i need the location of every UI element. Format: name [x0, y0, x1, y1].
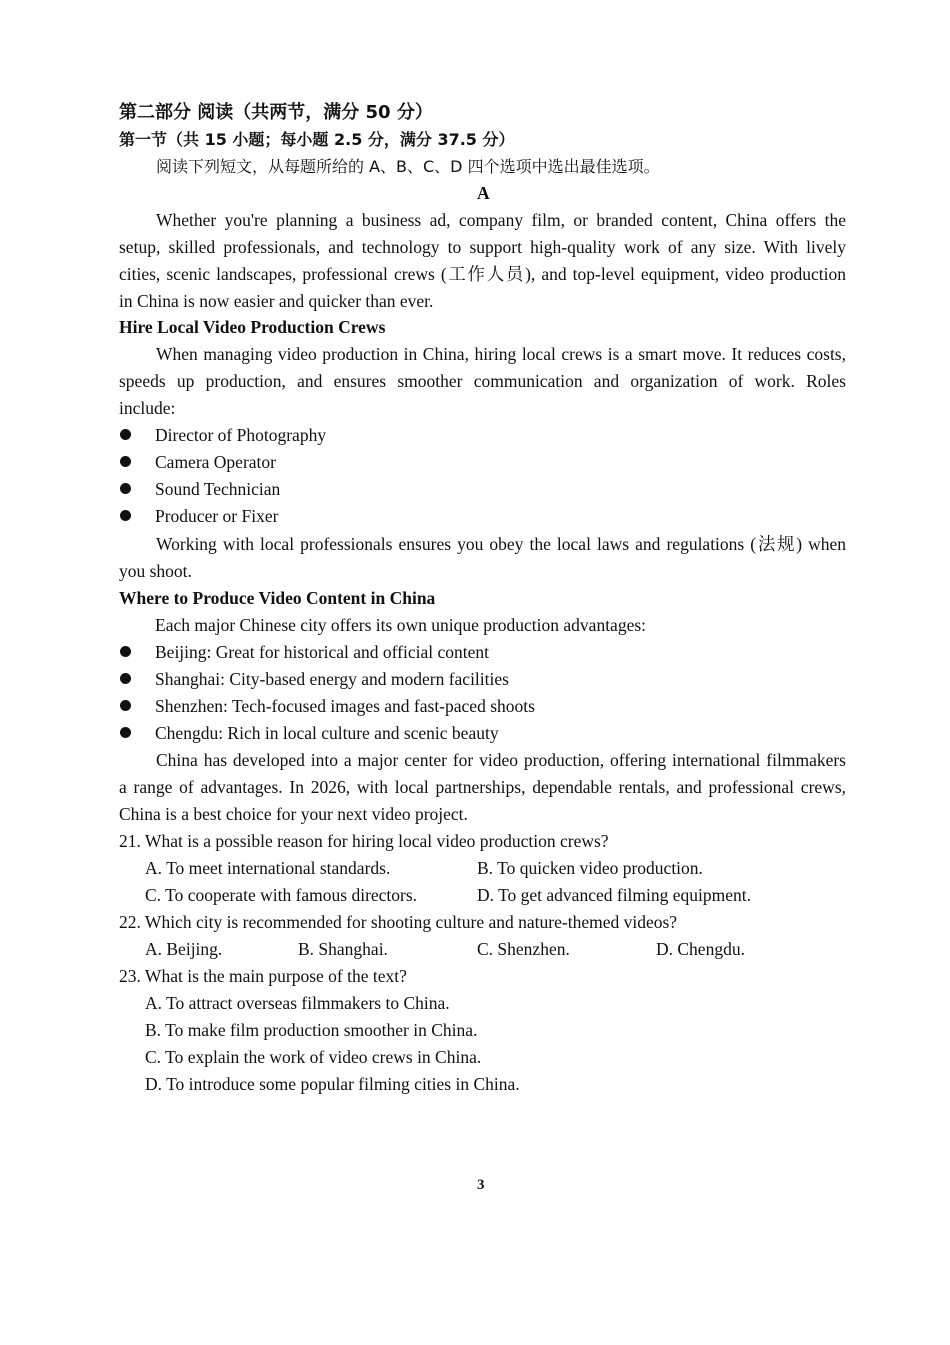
question-option[interactable]: B. Shanghai.	[298, 939, 388, 959]
question-option[interactable]: A. To attract overseas filmmakers to China.	[145, 993, 450, 1013]
city-item: Shenzhen: Tech-focused images and fast-paced shoots	[155, 696, 535, 716]
bullet-icon	[120, 510, 131, 521]
section1-after-line-1: Working with local professionals ensures you obey the local laws and regulations (法规) when	[156, 534, 846, 554]
question-stem: 23. What is the main purpose of the text?	[119, 966, 407, 986]
question-stem: 22. Which city is recommended for shooting culture and nature-themed videos?	[119, 912, 678, 932]
section1-line-1: When managing video production in China, hiring local crews is a smart move. It reduces costs,	[156, 344, 846, 364]
role-item: Camera Operator	[155, 452, 276, 472]
role-item: Producer or Fixer	[155, 506, 279, 526]
intro-line-3: cities, scenic landscapes, professional crews (工作人员), and top-level equipment, video production	[119, 264, 846, 284]
bullet-icon	[120, 727, 131, 738]
question-option[interactable]: B. To quicken video production.	[477, 858, 703, 878]
question-option[interactable]: C. To cooperate with famous directors.	[145, 885, 418, 905]
intro-line-4: in China is now easier and quicker than ever.	[119, 291, 434, 311]
question-option[interactable]: D. To get advanced filming equipment.	[477, 885, 752, 905]
intro-line-2: setup, skilled professionals, and technology to support high-quality work of any size. With lively	[119, 237, 846, 257]
role-item: Sound Technician	[155, 479, 281, 499]
section1-title: Hire Local Video Production Crews	[119, 317, 386, 337]
closing-line-1: China has developed into a major center for video production, offering international filmmakers	[156, 750, 846, 770]
question-stem: 21. What is a possible reason for hiring local video production crews?	[119, 831, 609, 851]
question-option[interactable]: D. To introduce some popular filming cities in China.	[145, 1074, 520, 1094]
bullet-icon	[120, 700, 131, 711]
question-option[interactable]: A. To meet international standards.	[145, 858, 391, 878]
city-item: Chengdu: Rich in local culture and scenic beauty	[155, 723, 499, 743]
intro-line-1: Whether you're planning a business ad, company film, or branded content, China offers the	[156, 210, 846, 230]
section1-line-3: include:	[119, 398, 176, 418]
section1-line-2: speeds up production, and ensures smoother communication and organization of work. Roles	[119, 371, 846, 391]
closing-line-3: China is a best choice for your next video project.	[119, 804, 468, 824]
bullet-icon	[120, 483, 131, 494]
page-number: 3	[477, 1177, 485, 1193]
bullet-icon	[120, 673, 131, 684]
bullet-icon	[120, 456, 131, 467]
section-title: 第一节（共 15 小题；每小题 2.5 分，满分 37.5 分）	[119, 130, 515, 149]
question-option[interactable]: D. Chengdu.	[656, 939, 745, 959]
bullet-icon	[120, 646, 131, 657]
section2-intro: Each major Chinese city offers its own unique production advantages:	[155, 615, 647, 635]
closing-line-2: a range of advantages. In 2026, with local partnerships, dependable rentals, and professional crews,	[119, 777, 846, 797]
question-option[interactable]: C. Shenzhen.	[477, 939, 570, 959]
question-option[interactable]: A. Beijing.	[145, 939, 223, 959]
city-item: Beijing: Great for historical and official content	[155, 642, 490, 662]
role-item: Director of Photography	[155, 425, 327, 445]
part-title: 第二部分 阅读（共两节，满分 50 分）	[119, 102, 433, 123]
passage-label: A	[477, 183, 490, 203]
bullet-icon	[120, 429, 131, 440]
instruction: 阅读下列短文，从每题所给的 A、B、C、D 四个选项中选出最佳选项。	[156, 157, 660, 176]
question-option[interactable]: B. To make film production smoother in China.	[145, 1020, 478, 1040]
question-option[interactable]: C. To explain the work of video crews in China.	[145, 1047, 482, 1067]
section1-after-line-2: you shoot.	[119, 561, 192, 581]
section2-title: Where to Produce Video Content in China	[119, 588, 436, 608]
city-item: Shanghai: City-based energy and modern facilities	[155, 669, 509, 689]
